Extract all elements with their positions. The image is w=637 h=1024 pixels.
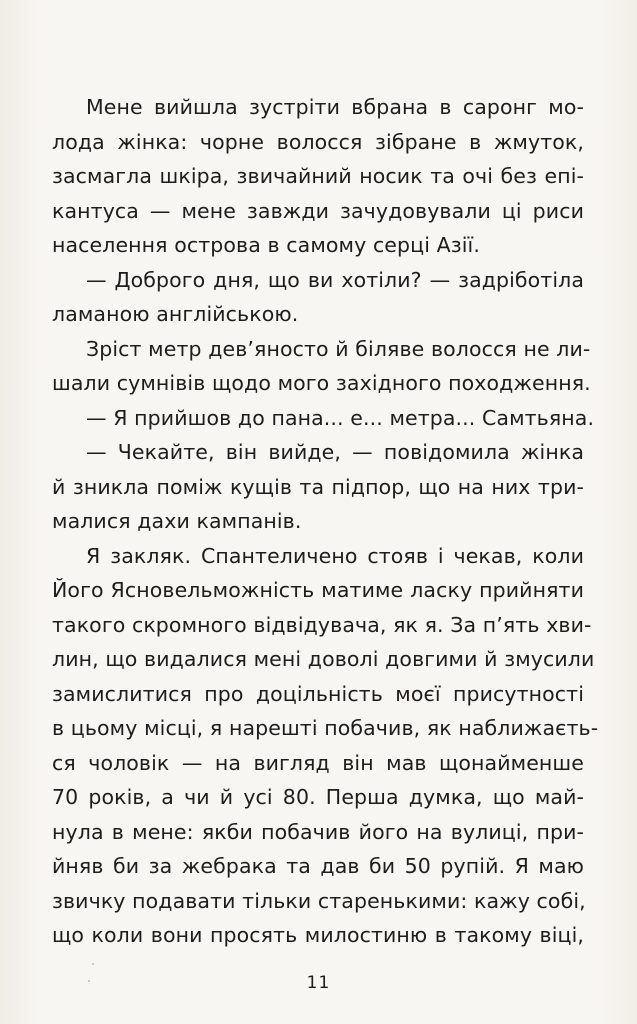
paper-speck [92,963,94,965]
text-line: йняв би за жебрака та дав би 50 рупій. Я маю [52,854,584,878]
text-line: лин, що видалися мені доволі довгими й змусили [52,647,595,671]
text-line: кантуса — мене завжди зачудовували ці риси [52,198,584,223]
text-line: Я закляк. Спантеличено стояв і чекав, коли [86,543,584,568]
text-line: засмагла шкіра, звичайний носик та очі без епі- [52,164,584,188]
text-line: населення острова в самому серці Азії. [52,233,480,257]
text-line: — Чекайте, він вийде, — повідомила жінка [86,440,584,464]
text-line: ламаною англійською. [52,302,299,326]
page-number: 11 [306,973,331,993]
text-line: нула в мене: якби побачив його на вулиці, при- [52,819,584,844]
text-line: 70 років, а чи й усі 80. Перша думка, що май- [52,785,584,809]
text-line: Мене вийшла зустріти вбрана в саронг мо- [86,95,584,119]
text-line: замислитися про доцільність моєї присутності [52,681,584,706]
text-line: звичку подавати тільки старенькими: кажу собі, [52,888,586,913]
text-line: й зникла поміж кущів та підпор, що на них три- [52,474,584,499]
text-line: що коли вони просять милостиню в такому віці, [52,923,584,947]
text-line: малися дахи кампанів. [52,509,302,533]
text-line: — Доброго дня, що ви хотіли? — задріботіла [86,267,584,292]
text-line: ся чоловік — на вигляд він мав щонайменше [52,750,584,775]
text-line: такого скромного відвідувача, як я. За п’ять хви- [52,612,592,637]
text-line: шали сумнівів щодо мого західного походження. [52,371,591,395]
paper-speck [88,980,90,982]
body-text [52,90,599,953]
text-line: — Я прийшов до пана... е... метра... Самтьяна. [86,405,595,430]
text-line: Зріст метр дев’яносто й біляве волосся не ли- [86,336,591,361]
text-line: лода жінка: чорне волосся зібране в жмуток, [52,129,584,154]
text-line: Його Ясновельможність матиме ласку прийняти [52,578,584,602]
text-line: в цьому місці, я нарешті побачив, як наближаєть- [52,716,599,740]
